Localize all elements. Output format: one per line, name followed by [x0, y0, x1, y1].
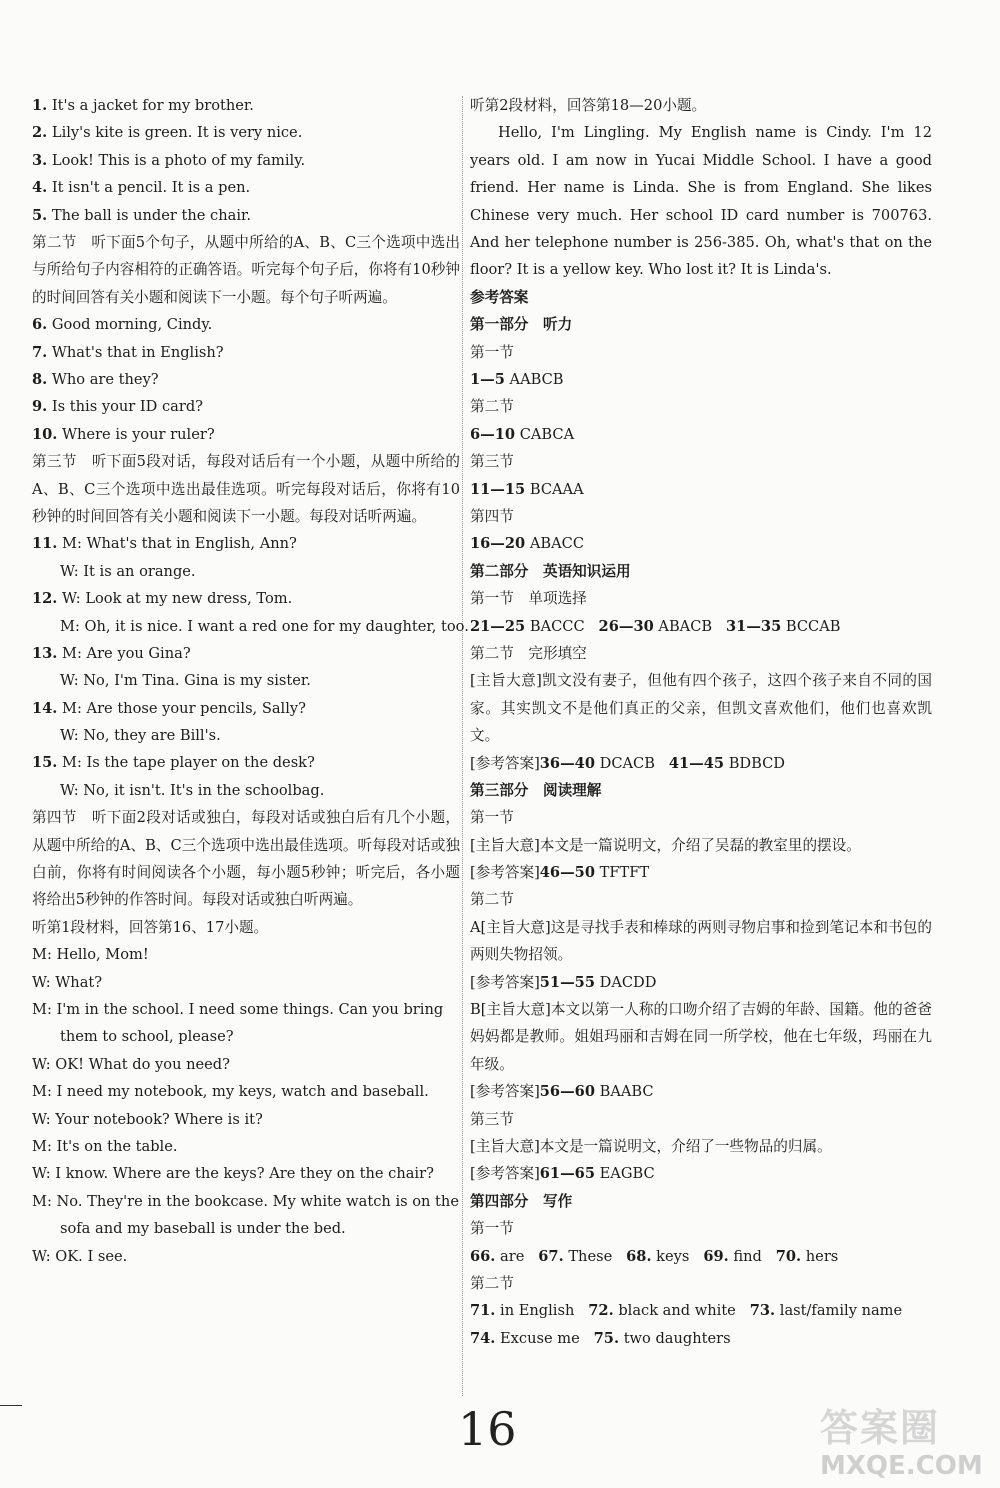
dialog-line: M: I'm in the school. I need some things. Can you bring	[32, 1001, 444, 1019]
dialog-line: W: No, they are Bill's.	[60, 727, 221, 745]
dialog-line: W: I know. Where are the keys? Are they on the chair?	[32, 1165, 434, 1183]
question-line: 1. It's a jacket for my brother.	[32, 97, 254, 114]
section-title: 第二节	[470, 398, 514, 416]
dialog-line: M: Oh, it is nice. I want a red one for my daughter, too.	[60, 617, 469, 635]
section3-instructions: 第三节 听下面5段对话，每段对话后有一个小题，从题中所给的A、B、C三个选项中选出最佳选项。听完每段对话后，你将有10秒钟的时间回答有关小题和阅读下一小题。每段对话听两遍。	[32, 453, 460, 525]
section4-instructions: 第四节 听下面2段对话或独白，每段对话或独白后有几个小题，从题中所给的A、B、C三个选项中选出最佳选项。听每段对话或独白前，你将有时间阅读各个小题，每小题5秒钟；听完后，各小题将给出5秒钟的作答时间。每段对话或独白听两遍。	[32, 809, 460, 909]
question-line: 4. It isn't a pencil. It is a pen.	[32, 179, 251, 197]
part3-title: 第三部分 阅读理解	[470, 781, 602, 799]
answer-line: 66. are 67. These 68. keys 69. find 70. hers	[470, 1247, 839, 1265]
section-title: 第三节	[470, 1110, 514, 1128]
answer-line: 16—20 ABACC	[470, 535, 584, 553]
dialog-line: M: Hello, Mom!	[32, 946, 149, 964]
question-line: 10. Where is your ruler?	[32, 425, 215, 443]
part4-title: 第四部分 写作	[470, 1192, 573, 1210]
answer-line: [参考答案]51—55 DACDD	[470, 973, 657, 991]
dialog-line-cont: sofa and my baseball is under the bed.	[60, 1220, 346, 1238]
section-title: 第一节 单项选择	[470, 590, 587, 608]
question-line: 9. Is this your ID card?	[32, 398, 204, 416]
question-line: 2. Lily's kite is green. It is very nice.	[32, 124, 303, 142]
listening-passage: Hello, I'm Lingling. My English name is Cindy. I'm 12 years old. I am now in Yucai Middle School. I have a good friend. Her name is Linda. She is from England. She likes Chinese very much. Her school ID card number is 700763. And her telephone number is 256-385. Oh, what's that on the floor? It is a yellow key. Who lost it? It is Linda's.	[470, 124, 932, 279]
gist-text: A[主旨大意]这是寻找手表和棒球的两则寻物启事和捡到笔记本和书包的两则失物招领。	[470, 918, 932, 964]
dialog-line: W: It is an orange.	[60, 562, 196, 580]
section-title: 第三节	[470, 453, 514, 471]
answers-title: 参考答案	[470, 288, 529, 306]
watermark-logo	[820, 1405, 996, 1485]
answer-line: 11—15 BCAAA	[470, 480, 584, 498]
dialog-line: M: I need my notebook, my keys, watch and baseball.	[32, 1083, 429, 1101]
dialog-line: 15. M: Is the tape player on the desk?	[32, 754, 315, 772]
section-title: 第二节	[470, 1275, 514, 1293]
dialog-line: W: Your notebook? Where is it?	[32, 1110, 263, 1128]
section-title: 第二节	[470, 891, 514, 909]
dialog-line-cont: them to school, please?	[60, 1028, 234, 1046]
answer-line: 6—10 CABCA	[470, 425, 575, 443]
section-title: 第一节	[470, 1220, 514, 1238]
gist-text: [主旨大意]本文是一篇说明文，介绍了一些物品的归属。	[470, 1138, 832, 1156]
column-divider	[462, 96, 463, 1396]
answer-line: 71. in English 72. black and white 73. last/family name	[470, 1302, 903, 1320]
section-title: 第二节 完形填空	[470, 644, 587, 662]
answer-line: [参考答案]46—50 TFTFT	[470, 864, 650, 882]
section-title: 第四节	[470, 507, 514, 525]
dialog-intro: 听第1段材料，回答第16、17小题。	[32, 918, 269, 936]
watermark-text: 答案圈	[820, 1406, 941, 1450]
gist-text: [主旨大意]本文是一篇说明文，介绍了吴磊的教室里的摆设。	[470, 836, 861, 854]
dialog-line: 14. M: Are those your pencils, Sally?	[32, 699, 306, 717]
answer-line: 74. Excuse me 75. two daughters	[470, 1329, 731, 1347]
gist-text: B[主旨大意]本文以第一人称的口吻介绍了吉姆的年龄、国籍。他的爸爸妈妈都是教师。姐姐玛丽和吉姆在同一所学校，他在七年级，玛丽在九年级。	[470, 1001, 932, 1073]
part2-title: 第二部分 英语知识运用	[470, 562, 631, 580]
part1-title: 第一部分 听力	[470, 316, 573, 334]
answer-line: [参考答案]56—60 BAABC	[470, 1083, 654, 1101]
answer-line: [参考答案]61—65 EAGBC	[470, 1165, 655, 1183]
answer-line: 21—25 BACCC 26—30 ABACB 31—35 BCCAB	[470, 617, 841, 635]
passage-intro: 听第2段材料，回答第18—20小题。	[470, 97, 707, 114]
gist-text: [主旨大意]凯文没有妻子，但他有四个孩子，这四个孩子来自不同的国家。其实凯文不是他们真正的父亲，但凯文喜欢他们，他们也喜欢凯文。	[470, 672, 932, 745]
dialog-line: W: OK. I see.	[32, 1247, 128, 1265]
dialog-line: 12. W: Look at my new dress, Tom.	[32, 590, 293, 608]
dialog-line: W: No, it isn't. It's in the schoolbag.	[60, 781, 325, 799]
answer-line: [参考答案]36—40 DCACB 41—45 BDBCD	[470, 754, 785, 772]
right-column	[470, 92, 932, 1352]
dialog-line: W: OK! What do you need?	[32, 1055, 230, 1073]
dialog-line: 13. M: Are you Gina?	[32, 644, 191, 662]
page-edge-mark	[0, 1405, 22, 1406]
question-line: 8. Who are they?	[32, 370, 159, 388]
watermark-url: MXQE.COM	[820, 1451, 983, 1481]
dialog-line: W: No, I'm Tina. Gina is my sister.	[60, 672, 311, 690]
section-title: 第一节	[470, 343, 514, 361]
dialog-line: 11. M: What's that in English, Ann?	[32, 535, 297, 553]
question-line: 6. Good morning, Cindy.	[32, 316, 213, 334]
section2-instructions: 第二节 听下面5个句子，从题中所给的A、B、C三个选项中选出与所给句子内容相符的正确答语。听完每个句子后，你将有10秒钟的时间回答有关小题和阅读下一小题。每个句子听两遍。	[32, 233, 460, 306]
question-line: 7. What's that in English?	[32, 343, 224, 361]
dialog-line: M: It's on the table.	[32, 1138, 178, 1155]
question-line: 5. The ball is under the chair.	[32, 206, 251, 224]
dialog-line: W: What?	[32, 973, 103, 991]
left-column	[32, 92, 469, 1270]
page-number: 16	[458, 1402, 517, 1456]
answer-line: 1—5 AABCB	[470, 371, 564, 388]
dialog-line: M: No. They're in the bookcase. My white watch is on the	[32, 1192, 459, 1210]
section-title: 第一节	[470, 809, 514, 827]
question-line: 3. Look! This is a photo of my family.	[32, 151, 306, 169]
